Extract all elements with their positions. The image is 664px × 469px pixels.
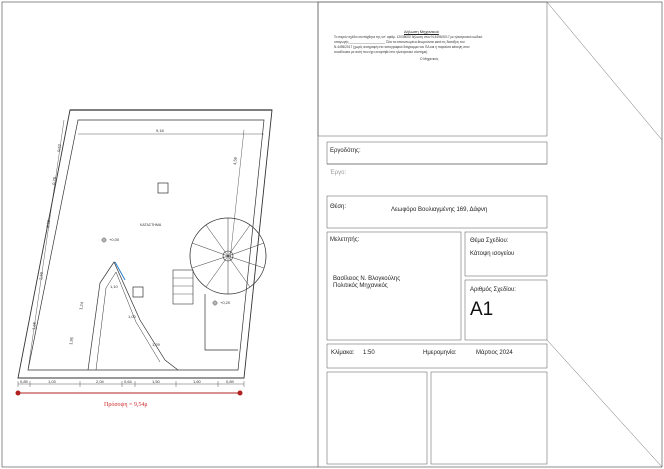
column-square-2 (133, 287, 143, 297)
inner-wall-outline (28, 120, 264, 370)
date-value: Μάρτιος 2024 (476, 350, 513, 356)
inner-dimension-4: 1,00 (128, 314, 136, 319)
location-label: Θέση: (330, 204, 347, 210)
project-label: Έργο: (330, 170, 347, 176)
stair-landing (173, 270, 193, 304)
declaration-box (318, 2, 547, 136)
left-dimension-5: 1,65 (31, 321, 38, 331)
right-dimension: 4,59 (232, 156, 238, 166)
drawing-subject-label: Θέμα Σχεδίου: (470, 238, 509, 244)
column-square (158, 183, 168, 193)
bottom-dimension-3: 2,04 (96, 379, 104, 384)
diagonal-top-right (547, 2, 662, 140)
room-label: ΚΑΤΑΣΤΗΜΑ (140, 223, 162, 227)
declaration-line-4: συνάδουσα με αυτή που έχει αναρτηθεί στο ηλεκτρονικό σύστημα) (334, 50, 428, 54)
left-dimension-4: 2,50 (38, 271, 45, 281)
declaration-line-1: Το παρόν σχέδιο συντάχθηκε της υπ' αριθμ. 12038000 δήλωση στον Ν.4495/2017 με ηλεκτρονικό κωδικό (334, 35, 483, 39)
landing-steps (173, 278, 193, 294)
bottom-dimension-4: 0,64 (124, 379, 132, 384)
drawing-number-value: A1 (470, 299, 494, 320)
drawing-subject-value: Κάτοψη ισογείου (470, 251, 515, 257)
right-dim-line (230, 130, 244, 260)
angled-partition-inner (96, 272, 160, 370)
facade-label: Πρόσοψη = 9,54μ (104, 402, 148, 408)
bottom-dimension-7: 0,89 (226, 379, 234, 384)
drawing-number-label: Αριθμός Σχεδίου: (470, 287, 516, 293)
scale-label: Κλίμακα: (331, 350, 355, 356)
bottom-dimension-5: 1,50 (152, 379, 160, 384)
scale-value: 1:50 (363, 350, 375, 356)
entrance-arc-accent (115, 262, 125, 280)
diagonal-lower-right (547, 340, 662, 467)
left-dimension-2: 0,78 (51, 176, 58, 186)
designer-title: Πολιτικός Μηχανικός (333, 283, 388, 289)
left-dimension-3: 2,72 (45, 219, 52, 229)
lower-right-box (431, 372, 547, 464)
scale-date-box (327, 344, 547, 368)
spiral-stair-treads (192, 218, 264, 294)
declaration-signature: Ο Μηχανικός (420, 57, 439, 61)
level-mark-label-2: +0,20 (220, 300, 231, 305)
declaration-line-3: Ν.4495/2017 (χωρίς αναγραφή στο τοπογραφικό διάγραμμα του ΠΔ και η παρούσα κάτοψη στον (334, 45, 470, 49)
date-label: Ημερομηνία: (423, 350, 457, 356)
inner-dimension-5: 1,29 (152, 342, 160, 347)
declaration-title: Δήλωση Μηχανικού (404, 29, 439, 34)
designer-label: Μελετητής: (330, 237, 360, 243)
designer-name: Βασίλειος Ν. Βλογκούλης (333, 276, 401, 282)
owner-label: Εργοδότης: (330, 148, 361, 154)
left-dimension-1: 0,52 (56, 143, 63, 153)
sheet-border (2, 2, 662, 467)
inner-dimension-2: 1,24 (78, 301, 85, 311)
inner-dimension-3: 1,95 (68, 336, 75, 346)
location-value: Λεωφόρο Βουλιαγμένης 169, Δάφνη (391, 207, 488, 213)
level-mark-2 (212, 300, 218, 306)
facade-end-left (16, 391, 21, 396)
declaration-line-2: υπαγωγής ____________________ Όλα τα αποτυπωμένα θεωρούνται κατά τις διατάξεις του (334, 40, 465, 44)
level-mark-label-1: +0,00 (109, 237, 120, 242)
bottom-dimension-2: 1,03 (48, 379, 56, 384)
lower-left-box (327, 372, 427, 464)
bottom-dimension-1: 0,85 (20, 379, 28, 384)
level-mark-1 (101, 237, 107, 243)
top-dimension: 9,18 (156, 128, 164, 133)
left-dim-line (28, 120, 64, 370)
bottom-dimension-6: 1,60 (193, 379, 201, 384)
inner-dimension-1: 1,10 (110, 284, 118, 289)
facade-end-right (238, 391, 243, 396)
